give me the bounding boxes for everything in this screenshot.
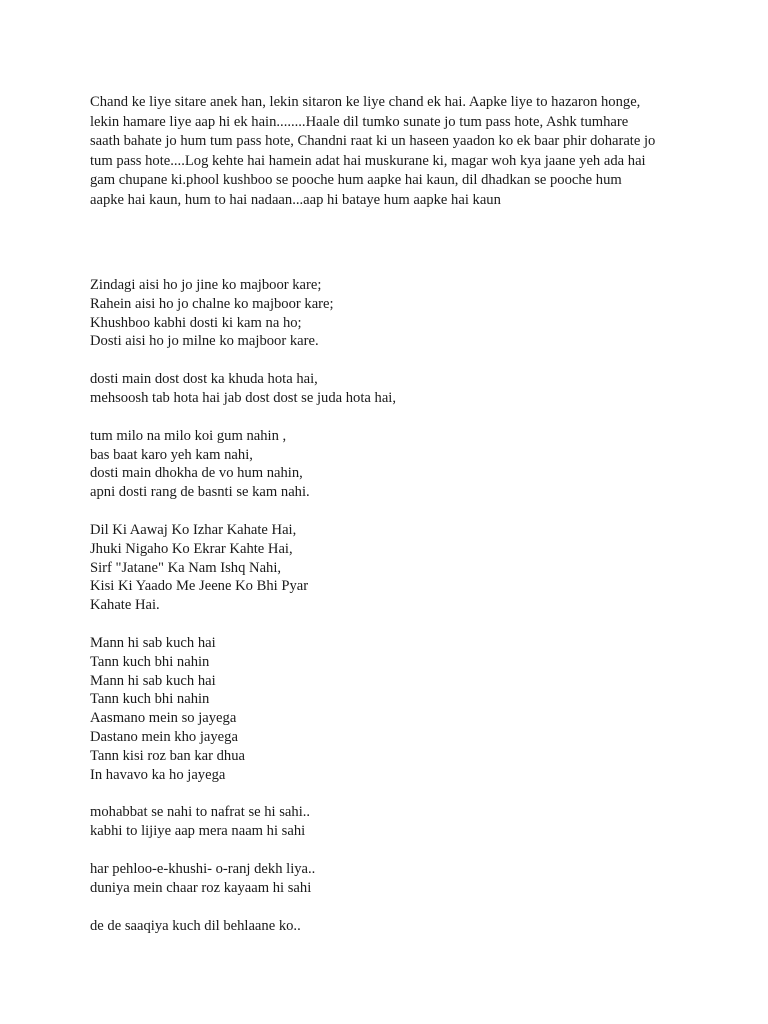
poem-line: Kisi Ki Yaado Me Jeene Ko Bhi Pyar: [90, 578, 309, 595]
poem-line: Mann hi sab kuch hai: [90, 634, 216, 651]
intro-line: Chand ke liye sitare anek han, lekin sitaron ke liye chand ek hai. Aapke liye to hazaron honge,: [90, 94, 641, 110]
intro-paragraph: [90, 93, 690, 210]
intro-line: gam chupane ki.phool kushboo se pooche hum aapke hai kaun, dil dhadkan se pooche hum: [90, 172, 622, 188]
poem-line: Kahate Hai.: [90, 597, 160, 614]
intro-line: saath bahate jo hum tum pass hote, Chandni raat ki un haseen yaadon ko ek baar phir doharate jo: [90, 133, 656, 149]
poem-line: Dil Ki Aawaj Ko Izhar Kahate Hai,: [90, 521, 297, 538]
poem-collection: [90, 276, 690, 954]
poem-line: Dosti aisi ho jo milne ko majboor kare.: [90, 333, 319, 350]
stanza-zindagi: [90, 276, 690, 351]
poem-line: apni dosti rang de basnti se kam nahi.: [90, 484, 310, 501]
poem-line: Mann hi sab kuch hai: [90, 672, 216, 689]
poem-line: mohabbat se nahi to nafrat se hi sahi..: [90, 804, 311, 821]
intro-line: aapke hai kaun, hum to hai nadaan...aap hi bataye hum aapke hai kaun: [90, 191, 501, 208]
stanza-dil-ki-aawaj: [90, 521, 690, 615]
poem-line: Tann kuch bhi nahin: [90, 691, 210, 708]
poem-line: de de saaqiya kuch dil behlaane ko..: [90, 917, 301, 934]
poem-line: Tann kisi roz ban kar dhua: [90, 747, 246, 764]
poem-line: tum milo na milo koi gum nahin ,: [90, 427, 287, 444]
stanza-har-pehloo: [90, 860, 690, 898]
poem-line: Jhuki Nigaho Ko Ekrar Kahte Hai,: [90, 540, 293, 557]
stanza-saaqiya: [90, 917, 690, 936]
intro-line: lekin hamare liye aap hi ek hain........Haale dil tumko sunate jo tum pass hote, Ashk tumhare: [90, 113, 629, 130]
poem-line: Khushboo kabhi dosti ki kam na ho;: [90, 314, 302, 331]
poem-line: Dastano mein kho jayega: [90, 728, 238, 745]
poem-line: Aasmano mein so jayega: [90, 710, 237, 727]
poem-line: har pehloo-e-khushi- o-ranj dekh liya..: [90, 860, 316, 877]
stanza-tum-milo: [90, 427, 690, 502]
poem-line: bas baat karo yeh kam nahi,: [90, 446, 253, 463]
poem-line: Zindagi aisi ho jo jine ko majboor kare;: [90, 277, 322, 293]
poem-line: Sirf "Jatane" Ka Nam Ishq Nahi,: [90, 559, 282, 576]
poem-line: mehsoosh tab hota hai jab dost dost se juda hota hai,: [90, 389, 397, 406]
intro-line: tum pass hote....Log kehte hai hamein adat hai muskurane ki, magar woh kya jaane yeh ada hai: [90, 152, 646, 169]
poem-line: dosti main dhokha de vo hum nahin,: [90, 465, 303, 482]
stanza-mann-hi: [90, 634, 690, 784]
stanza-mohabbat: [90, 803, 690, 841]
poem-line: duniya mein chaar roz kayaam hi sahi: [90, 879, 312, 896]
poem-line: Rahein aisi ho jo chalne ko majboor kare;: [90, 295, 334, 312]
stanza-dosti-khuda: [90, 370, 690, 408]
poem-line: Tann kuch bhi nahin: [90, 653, 210, 670]
poem-line: In havavo ka ho jayega: [90, 766, 226, 783]
poem-line: kabhi to lijiye aap mera naam hi sahi: [90, 823, 306, 840]
poem-line: dosti main dost dost ka khuda hota hai,: [90, 371, 318, 388]
